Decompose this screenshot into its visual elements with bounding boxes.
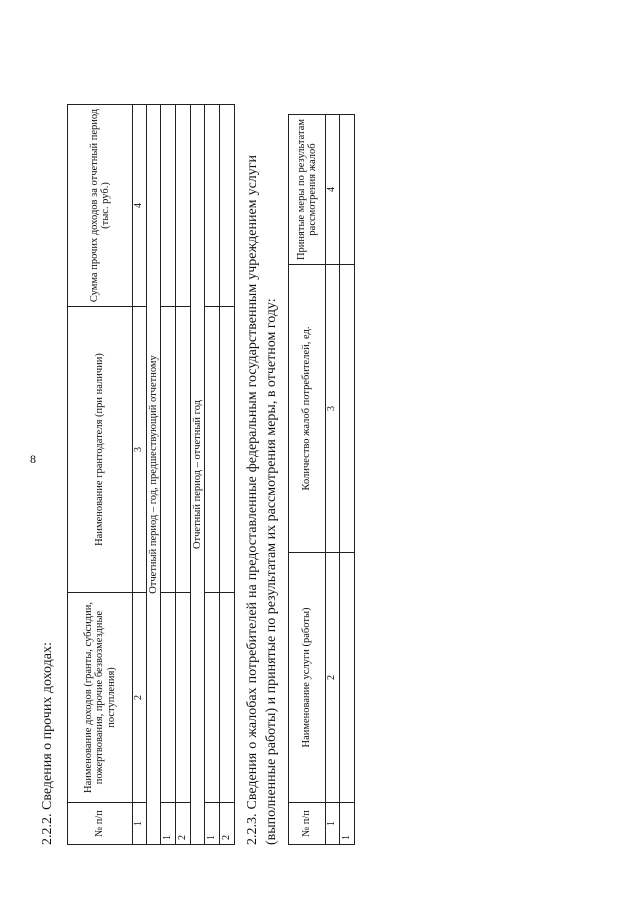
table-cell	[161, 105, 176, 307]
row-number: 1	[340, 803, 355, 845]
table-cell	[340, 115, 355, 265]
header-measures: Принятые меры по результатам рассмотрения жалоб	[289, 115, 326, 265]
table-cell	[220, 105, 235, 307]
column-numbers-row	[133, 105, 147, 845]
column-number: 1	[133, 803, 147, 845]
row-number: 2	[220, 803, 235, 845]
period-prev-label: Отчетный период – год, предшествующий отчетному	[147, 105, 161, 845]
table-cell	[205, 593, 220, 803]
header-income-sum: Сумма прочих доходов за отчетный период (тыс. руб.)	[68, 105, 133, 307]
column-number: 4	[133, 105, 147, 307]
period-curr-row	[191, 105, 205, 845]
rotated-content	[0, 15, 640, 875]
row-number: 1	[205, 803, 220, 845]
column-number: 1	[326, 803, 340, 845]
table-row	[176, 105, 191, 845]
section-222-heading: 2.2.2. Сведения о прочих доходах:	[40, 642, 55, 845]
period-curr-label: Отчетный период – отчетный год	[191, 105, 205, 845]
table-row	[205, 105, 220, 845]
column-number: 3	[326, 265, 340, 553]
row-number: 1	[161, 803, 176, 845]
other-income-table	[67, 104, 235, 845]
table-row	[220, 105, 235, 845]
header-number: № п/п	[68, 803, 133, 845]
column-number: 2	[326, 553, 340, 803]
table-cell	[340, 553, 355, 803]
table-cell	[205, 105, 220, 307]
section-223-heading: 2.2.3. Сведения о жалобах потребителей на предоставленные федеральным государственным учреждением услуги (выполненные работы) и принятые по результатам их рассмотрения меры, в отчетном году:	[245, 155, 279, 845]
complaints-table	[288, 114, 355, 845]
table-row	[340, 115, 355, 845]
column-numbers-row	[326, 115, 340, 845]
table-header-row	[68, 105, 133, 845]
column-number: 4	[326, 115, 340, 265]
table-cell	[176, 105, 191, 307]
header-service-name: Наименование услуги (работы)	[289, 553, 326, 803]
table-cell	[205, 307, 220, 593]
table-cell	[176, 593, 191, 803]
header-income-name: Наименование доходов (гранты, субсидии, пожертвования, прочие безвозмездные поступления)	[68, 593, 133, 803]
column-number: 3	[133, 307, 147, 593]
table-header-row	[289, 115, 326, 845]
page-number: 8	[30, 452, 36, 466]
column-number: 2	[133, 593, 147, 803]
table-cell	[161, 593, 176, 803]
table-cell	[220, 307, 235, 593]
row-number: 2	[176, 803, 191, 845]
table-cell	[220, 593, 235, 803]
header-number: № п/п	[289, 803, 326, 845]
table-cell	[161, 307, 176, 593]
period-prev-row	[147, 105, 161, 845]
header-complaints-count: Количество жалоб потребителей, ед.	[289, 265, 326, 553]
header-grantor: Наименование грантодателя (при наличии)	[68, 307, 133, 593]
table-cell	[176, 307, 191, 593]
table-cell	[340, 265, 355, 553]
table-row	[161, 105, 176, 845]
